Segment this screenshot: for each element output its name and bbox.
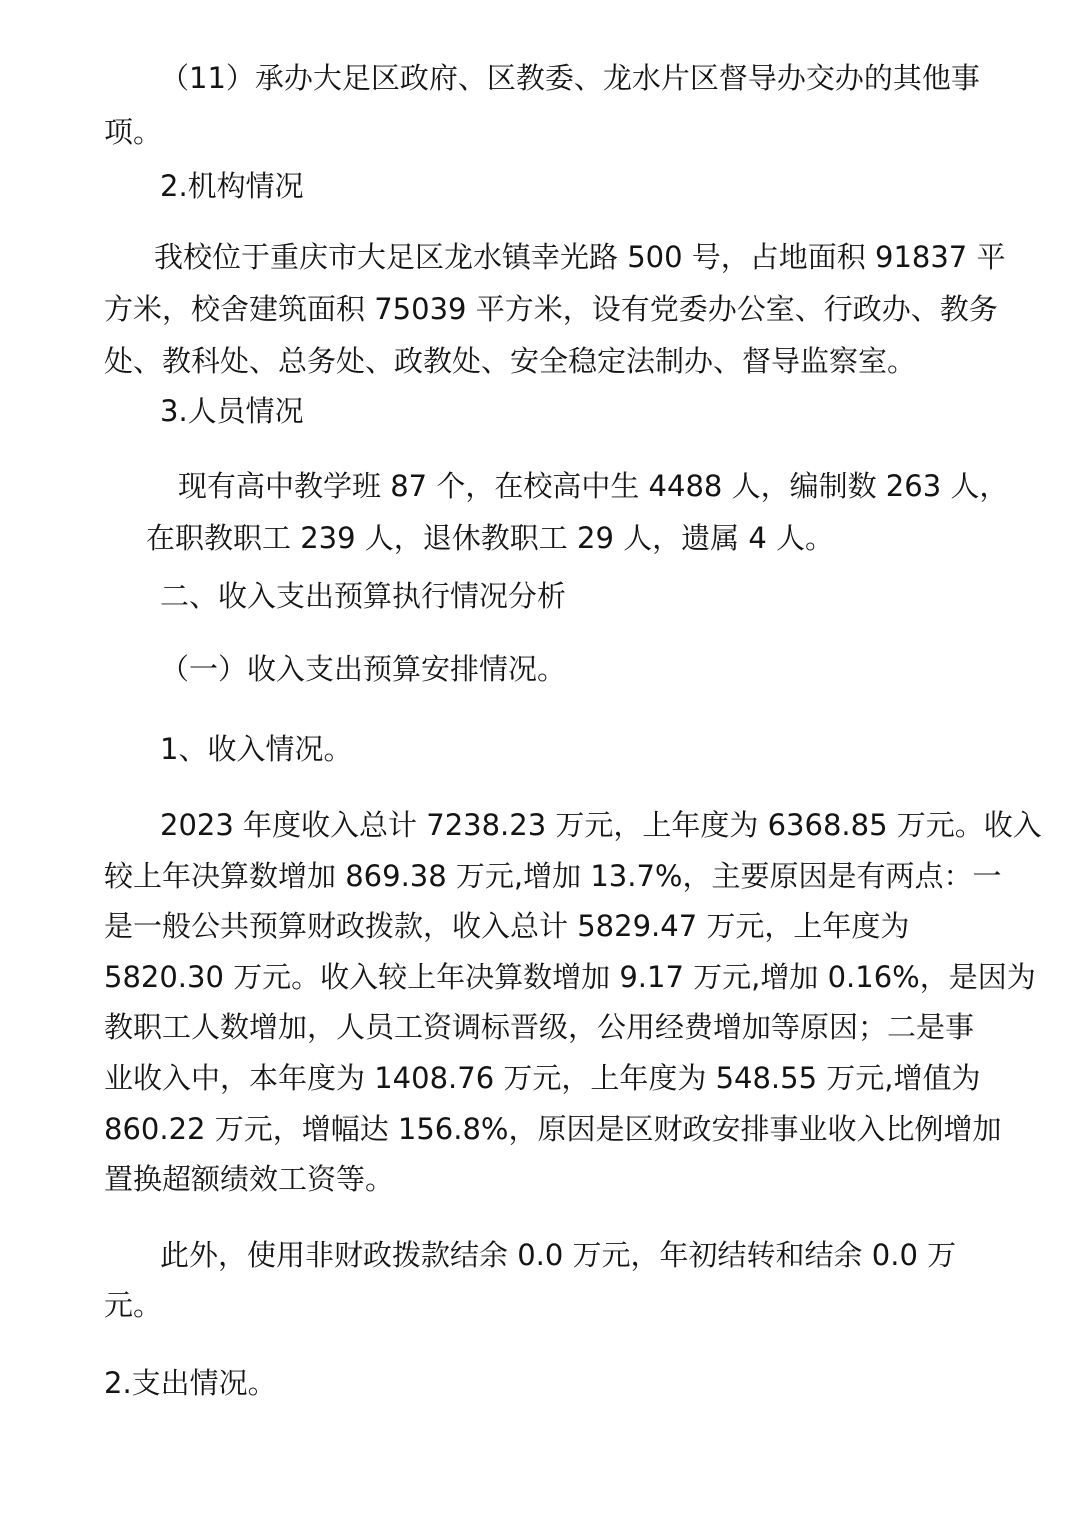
paragraph-personnel-line: 现有高中教学班 87 个，在校高中生 4488 人，编制数 263 人， bbox=[178, 469, 1009, 503]
heading-income: 1、收入情况。 bbox=[160, 732, 353, 766]
paragraph-income-line: 业收入中，本年度为 1408.76 万元，上年度为 548.55 万元,增值为 bbox=[104, 1061, 981, 1095]
heading-personnel: 3.人员情况 bbox=[160, 394, 304, 428]
paragraph-income-line: 较上年决算数增加 869.38 万元,增加 13.7%，主要原因是有两点：一 bbox=[104, 859, 1002, 893]
heading-institution: 2.机构情况 bbox=[160, 169, 304, 203]
heading-budget-arrangement: （一）收入支出预算安排情况。 bbox=[160, 652, 567, 686]
paragraph-income-line: 教职工人数增加，人员工资调标晋级，公用经费增加等原因；二是事 bbox=[104, 1010, 975, 1044]
paragraph-duty-11: （11）承办大足区政府、区教委、龙水片区督导办交办的其他事 bbox=[160, 61, 980, 95]
paragraph-other-balance: 此外，使用非财政拨款结余 0.0 万元，年初结转和结余 0.0 万 bbox=[160, 1238, 957, 1272]
paragraph-institution-line: 处、教科处、总务处、政教处、安全稳定法制办、督导监察室。 bbox=[104, 344, 917, 378]
heading-expense: 2.支出情况。 bbox=[104, 1366, 277, 1400]
paragraph-income-line: 2023 年度收入总计 7238.23 万元，上年度为 6368.85 万元。收入 bbox=[160, 808, 1042, 842]
heading-section-2: 二、收入支出预算执行情况分析 bbox=[160, 579, 567, 613]
paragraph-other-balance-continued: 元。 bbox=[104, 1288, 163, 1322]
paragraph-income-line: 置换超额绩效工资等。 bbox=[104, 1162, 395, 1196]
paragraph-income-line: 是一般公共预算财政拨款，收入总计 5829.47 万元，上年度为 bbox=[104, 909, 910, 943]
paragraph-duty-11-continued: 项。 bbox=[104, 115, 163, 149]
paragraph-income-line: 5820.30 万元。收入较上年决算数增加 9.17 万元,增加 0.16%，是因为 bbox=[104, 960, 1036, 994]
paragraph-personnel-line: 在职教职工 239 人，退休教职工 29 人，遗属 4 人。 bbox=[146, 521, 835, 555]
paragraph-institution-line: 我校位于重庆市大足区龙水镇幸光路 500 号，占地面积 91837 平 bbox=[154, 240, 1006, 274]
paragraph-institution-line: 方米，校舍建筑面积 75039 平方米，设有党委办公室、行政办、教务 bbox=[104, 292, 998, 326]
paragraph-income-line: 860.22 万元，增幅达 156.8%，原因是区财政安排事业收入比例增加 bbox=[104, 1112, 1002, 1146]
